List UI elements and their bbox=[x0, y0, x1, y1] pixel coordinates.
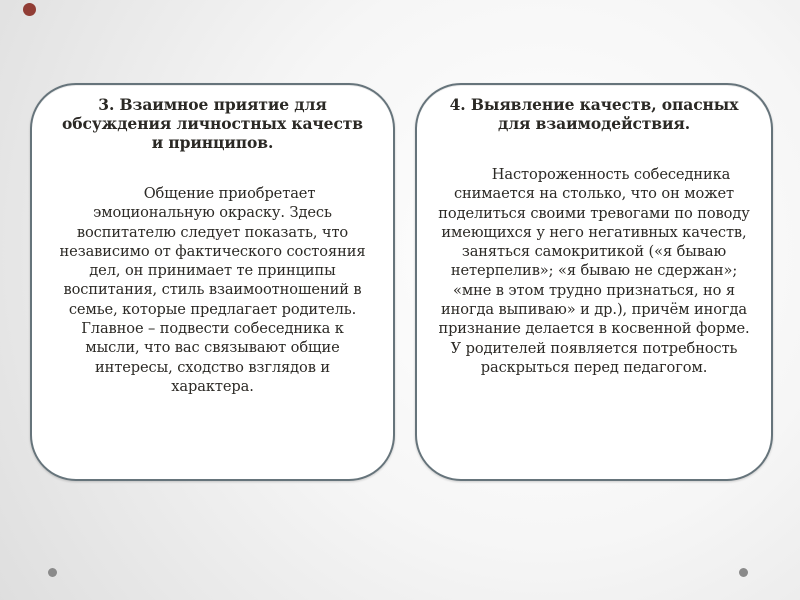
card-dangerous-qualities-title: 4. Выявление качеств, опасных для взаимодействия. bbox=[449, 95, 739, 133]
card-mutual-acceptance bbox=[30, 83, 395, 481]
footer-dot-right-icon bbox=[739, 568, 748, 577]
accent-dot-icon bbox=[23, 3, 36, 16]
card-mutual-acceptance-title: 3. Взаимное приятие для обсуждения личностных качеств и принципов. bbox=[62, 95, 363, 152]
footer-dot-left-icon bbox=[48, 568, 57, 577]
card-mutual-acceptance-body: Общение приобретает эмоциональную окраску. Здесь воспитателю следует показать, что независимо от фактического состояния дел, он принимает те принципы воспитания, стиль взаимоотношений в семье, которые предлагает родитель. Главное – подвести собеседника к мысли, что вас связывают общие интересы, сходство взглядов и характера. bbox=[59, 185, 366, 395]
card-dangerous-qualities bbox=[415, 83, 773, 481]
card-dangerous-qualities-body: Настороженность собеседника снимается на столько, что он может поделиться своими тревогами по поводу имеющихся у него негативных качеств, заняться самокритикой («я бываю нетерпелив»; «я бываю не сдержан»; «мне в этом трудно признаться, но я иногда выпиваю» и др.), причём иногда признание делается в косвенной форме. У родителей появляется потребность раскрыться перед педагогом. bbox=[438, 166, 750, 376]
